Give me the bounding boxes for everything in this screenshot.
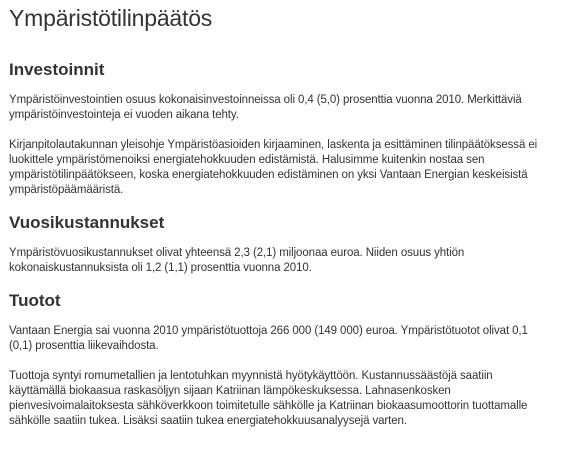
- paragraph: Kirjanpitolautakunnan yleisohje Ympäristöasioiden kirjaaminen, laskenta ja esittäminen tilinpäätöksessä ei luokittele ympäristömenoiksi energiatehokkuuden edistämistä. Halusimme kuitenkin nostaa sen ympäristötilinpäätökseen, koska energiatehokkuuden edistäminen on yksi Vantaan Energian keskeisistä ympäristöpäämääristä.: [9, 139, 538, 196]
- paragraph: Vantaan Energia sai vuonna 2010 ympäristötuottoja 266 000 (149 000) euroa. Ympäristötuotot olivat 0,1 (0,1) prosenttia liikevaihdosta.: [9, 325, 528, 352]
- section-heading-tuotot: Tuotot: [9, 291, 61, 310]
- section-investoinnit: [9, 59, 561, 198]
- paragraph: Ympäristövuosikustannukset olivat yhteensä 2,3 (2,1) miljoonaa euroa. Niiden osuus yhtiön kokonaiskustannuksista oli 1,2 (1,1) prosenttia vuonna 2010.: [9, 247, 465, 274]
- section-tuotot: [9, 290, 561, 429]
- paragraph: Tuottoja syntyi romumetallien ja lentotuhkan myynnistä hyötykäyttöön. Kustannussäästöjä saatiin käyttämällä biokaasua raskasöljyn sijaan Katriinan lämpökeskuksessa. Lahnasenkosken pienvesivoimalaitoksesta sähköverkkoon toimitetulle sähkölle ja Katriinan biokaasumoottorin tuottamalle sähkölle saatiin tukea. Lisäksi saatiin tukea energiatehokkuusanalyysejä varten.: [9, 370, 528, 427]
- section-heading-vuosikustannukset: Vuosikustannukset: [9, 213, 165, 232]
- page-title: Ympäristötilinpäätös: [9, 5, 213, 31]
- paragraph: Ympäristöinvestointien osuus kokonaisinvestoinneissa oli 0,4 (5,0) prosenttia vuonna 2010. Merkittäviä ympäristöinvestointeja ei vuoden aikana tehty.: [9, 94, 522, 121]
- section-vuosikustannukset: [9, 212, 561, 276]
- section-heading-investoinnit: Investoinnit: [9, 60, 105, 79]
